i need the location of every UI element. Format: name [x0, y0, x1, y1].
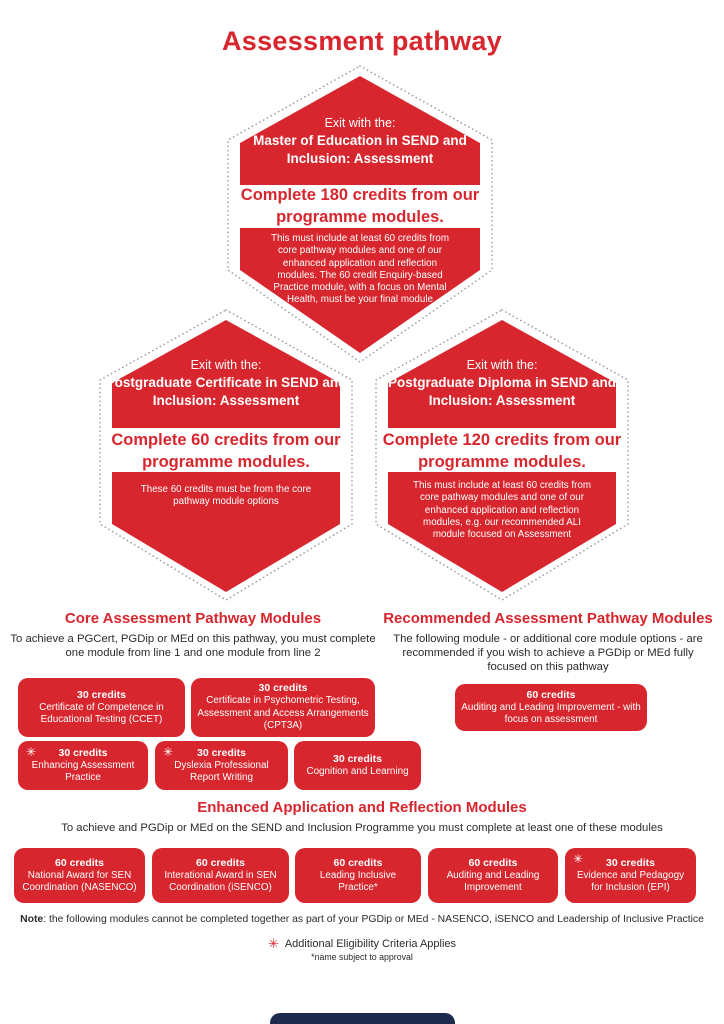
module-credits: 30 credits: [605, 856, 656, 869]
asterisk-icon: ✳: [163, 745, 174, 759]
core-section-heading: Core Assessment Pathway Modules: [64, 610, 322, 627]
footer-navy-bar: [270, 1013, 455, 1024]
exit-label: Exit with the:: [190, 358, 262, 372]
module-card-auditing-leading-improvement-assessment: [455, 684, 647, 731]
recommended-section-heading: Recommended Assessment Pathway Modules: [383, 610, 713, 627]
module-name: National Award for SEN Coordination (NASENCO): [22, 869, 137, 893]
module-credits: 30 credits: [76, 688, 127, 701]
hexagon-pgdip: [374, 308, 630, 604]
credits-detail-pgdip: This must include at least 60 credits from core pathway modules and one of our enhanced application and reflection modules, e.g. our recommended ALI module focused on Assessment: [412, 480, 592, 541]
module-card-nasenco: [14, 848, 145, 903]
module-card-dyslexia-report-writing: [155, 741, 288, 790]
module-name: Certificate of Competence in Educational Testing (CCET): [39, 701, 164, 725]
module-card-cognition-and-learning: [294, 741, 421, 790]
module-card-enhancing-assessment-practice: [18, 741, 148, 790]
credits-detail-med: This must include at least 60 credits from core pathway modules and one of our enhanced application and reflection modules. The 60 credit Enquiry-based Practice module, with a focus on Mental Health, must be your final module: [270, 233, 450, 306]
module-credits: 60 credits: [54, 856, 105, 869]
module-name: Dyslexia Professional Report Writing: [174, 759, 269, 783]
degree-title-pgdip: Postgraduate Diploma in SEND and Inclusion: Assessment: [387, 375, 617, 408]
credits-detail-pgcert: These 60 credits must be from the core pathway module options: [140, 484, 312, 508]
module-card-ccet: [18, 678, 185, 737]
module-card-epi: [565, 848, 696, 903]
module-credits: 30 credits: [258, 682, 308, 695]
module-card-leading-inclusive-practice: [295, 848, 421, 903]
asterisk-icon: ✳: [26, 745, 37, 759]
module-credits: 30 credits: [58, 746, 108, 759]
recommended-section-subtext: The following module - or additional core module options - are recommended if you wish to achieve a PGDip or MEd fully focused on this pathway: [393, 633, 703, 673]
module-name: Evidence and Pedagogy for Inclusion (EPI): [576, 869, 685, 893]
degree-title-pgcert: Postgraduate Certificate in SEND and Inclusion: Assessment: [105, 375, 347, 408]
note-label: Note: [20, 914, 44, 925]
module-card-auditing-leading-improvement: [428, 848, 558, 903]
module-credits: 60 credits: [468, 856, 518, 869]
module-credits: 30 credits: [332, 752, 383, 765]
asterisk-icon: ✳: [267, 936, 279, 951]
module-name: Enhancing Assessment Practice: [31, 759, 135, 783]
module-credits: 30 credits: [196, 746, 247, 759]
degree-title-med: Master of Education in SEND and Inclusion: Assessment: [253, 133, 467, 166]
enhanced-section-heading: Enhanced Application and Reflection Modules: [197, 799, 527, 816]
module-name: Interational Award in SEN Coordination (iSENCO): [164, 869, 277, 893]
module-name: Cognition and Learning: [306, 765, 409, 777]
exit-label: Exit with the:: [324, 116, 396, 130]
asterisk-legend: [0, 936, 724, 952]
module-credits: 60 credits: [526, 688, 576, 701]
credits-requirement-med: Complete 180 credits from our programme modules.: [240, 186, 480, 226]
page-title: Assessment pathway: [221, 26, 502, 56]
module-name: Auditing and Leading Improvement: [446, 869, 540, 893]
module-name: Leading Inclusive Practice*: [319, 869, 397, 893]
module-name: Auditing and Leading Improvement - with focus on assessment: [461, 701, 641, 725]
note-text: Note: the following modules cannot be completed together as part of your PGDip or MEd - NASENCO, iSENCO and Leadership of Inclusive Practice: [20, 914, 704, 925]
enhanced-section-subtext: To achieve and PGDip or MEd on the SEND and Inclusion Programme you must complete at least one of these modules: [61, 822, 663, 834]
module-card-isenco: [152, 848, 289, 903]
module-name: Certificate in Psychometric Testing, Assessment and Access Arrangements (CPT3A): [197, 695, 369, 732]
hexagon-pgcert: [98, 308, 354, 604]
credits-requirement-pgdip: Complete 120 credits from our programme modules.: [382, 431, 622, 471]
credits-requirement-pgcert: Complete 60 credits from our programme modules.: [111, 431, 341, 471]
module-credits: 60 credits: [333, 856, 383, 869]
exit-label: Exit with the:: [466, 358, 538, 372]
module-credits: 60 credits: [195, 856, 246, 869]
legend-text: Additional Eligibility Criteria Applies: [284, 938, 457, 950]
core-section-subtext: To achieve a PGCert, PGDip or MEd on this pathway, you must complete one module from line 1 and one module from line 2: [10, 633, 376, 659]
legend-subtext: *name subject to approval: [311, 952, 413, 962]
module-card-cpt3a: [191, 678, 375, 737]
asterisk-icon: ✳: [573, 852, 584, 866]
